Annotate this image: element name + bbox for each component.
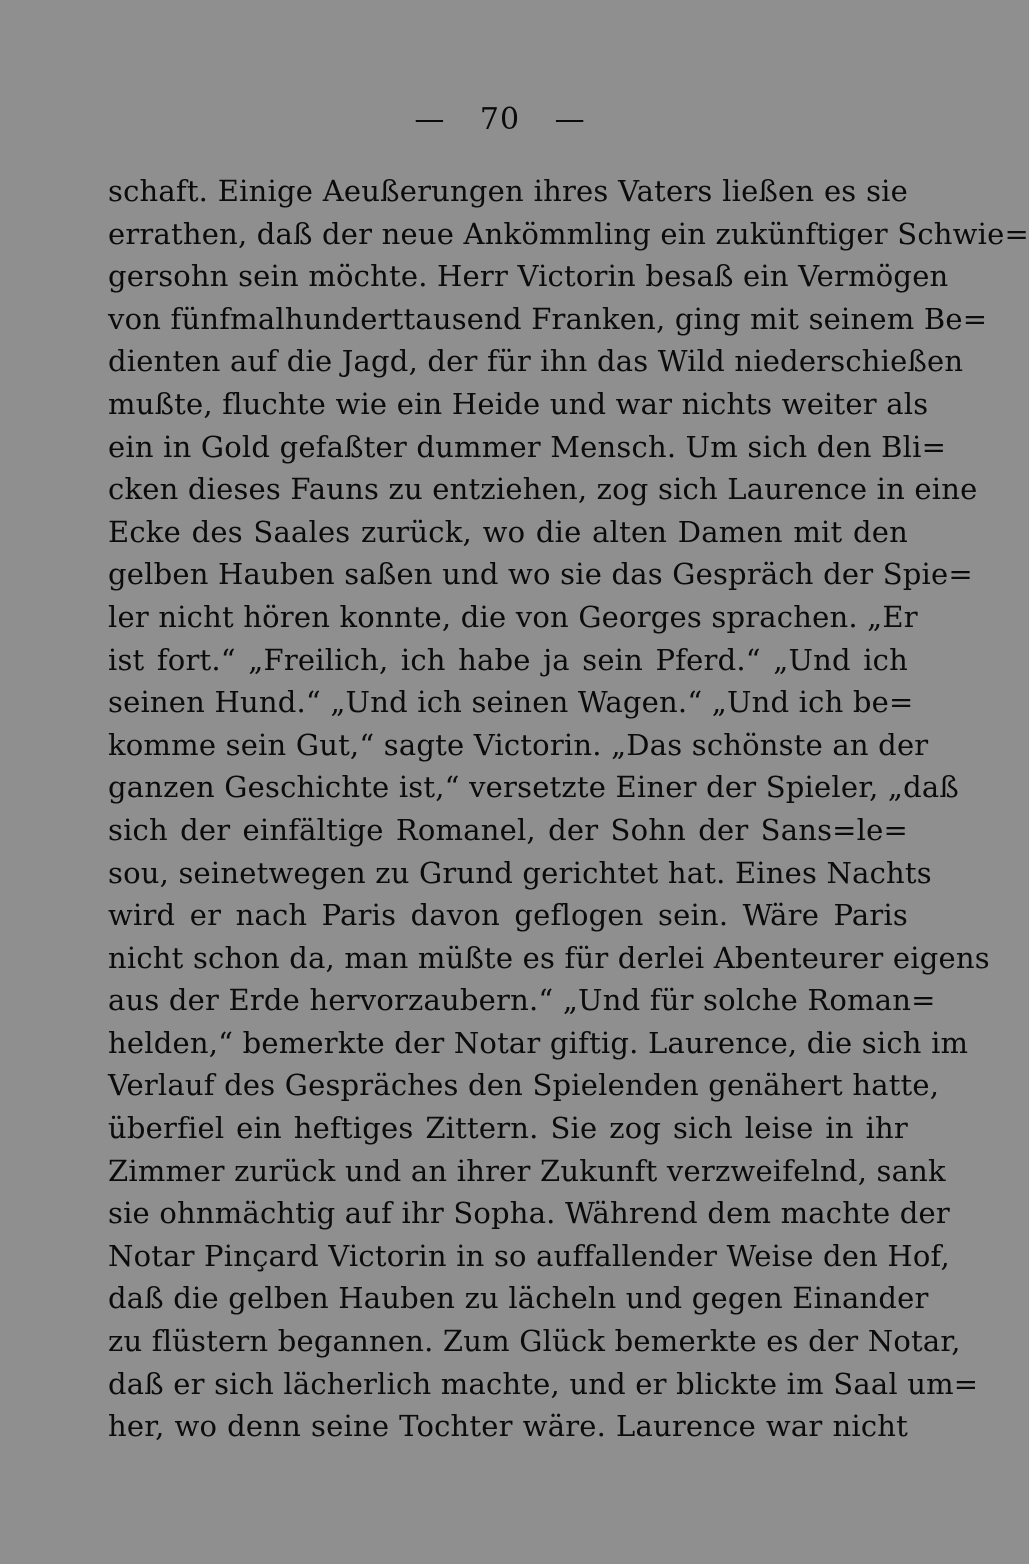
text-line: wird er nach Paris davon geflogen sein. Wäre Paris [108,898,908,933]
text-line: aus der Erde hervorzaubern.“ „Und für solche Roman= [108,983,936,1018]
text-line: nicht schon da, man müßte es für derlei Abenteurer eigens [108,940,990,975]
text-line: zu flüstern begannen. Zum Glück bemerkte es der Notar, [108,1324,961,1359]
text-line: cken dieses Fauns zu entziehen, zog sich Laurence in eine [108,472,978,507]
text-line: ist fort.“ „Freilich, ich habe ja sein Pferd.“ „Und ich [108,642,908,677]
text-line: daß die gelben Hauben zu lächeln und gegen Einander [108,1281,929,1316]
text-line: Zimmer zurück und an ihrer Zukunft verzweifelnd, sank [108,1153,946,1188]
text-line: sich der einfältige Romanel, der Sohn der Sans=le= [108,812,908,847]
text-line: ganzen Geschichte ist,“ versetzte Einer der Spieler, „daß [108,770,959,805]
text-line: dienten auf die Jagd, der für ihn das Wild niederschießen [108,344,964,379]
text-line: errathen, daß der neue Ankömmling ein zukünftiger Schwie= [108,216,1029,251]
text-line: sie ohnmächtig auf ihr Sopha. Während dem machte der [108,1196,950,1231]
text-line: mußte, fluchte wie ein Heide und war nichts weiter als [108,386,929,421]
text-line: gersohn sein möchte. Herr Victorin besaß ein Vermögen [108,259,949,294]
body-text [108,170,1029,1448]
text-line: Verlauf des Gespräches den Spielenden genähert hatte, [108,1068,940,1103]
text-line: sou, seinetwegen zu Grund gerichtet hat. Eines Nachts [108,855,932,890]
text-line: gelben Hauben saßen und wo sie das Gespräch der Spie= [108,557,973,592]
text-line: von fünfmalhunderttausend Franken, ging mit seinem Be= [108,301,988,336]
text-line: helden,“ bemerkte der Notar giftig. Laurence, die sich im [108,1025,969,1060]
text-line: ein in Gold gefaßter dummer Mensch. Um sich den Bli= [108,429,947,464]
text-line: ler nicht hören konnte, die von Georges sprachen. „Er [108,599,918,634]
page-number-dash-left: — [414,102,446,137]
page-number [0,100,1000,140]
text-line: Notar Pinçard Victorin in so auffallender Weise den Hof, [108,1238,950,1273]
text-line: daß er sich lächerlich machte, und er blickte im Saal um= [108,1366,979,1401]
text-line: komme sein Gut,“ sagte Victorin. „Das schönste an der [108,727,929,762]
page-number-value: 70 [479,102,521,137]
page-number-dash-right: — [554,102,586,137]
text-line: Ecke des Saales zurück, wo die alten Damen mit den [108,514,908,549]
text-line: her, wo denn seine Tochter wäre. Laurence war nicht [108,1409,908,1444]
text-line: überfiel ein heftiges Zittern. Sie zog sich leise in ihr [108,1111,908,1146]
text-line: schaft. Einige Aeußerungen ihres Vaters ließen es sie [108,174,908,208]
text-line: seinen Hund.“ „Und ich seinen Wagen.“ „Und ich be= [108,685,914,720]
